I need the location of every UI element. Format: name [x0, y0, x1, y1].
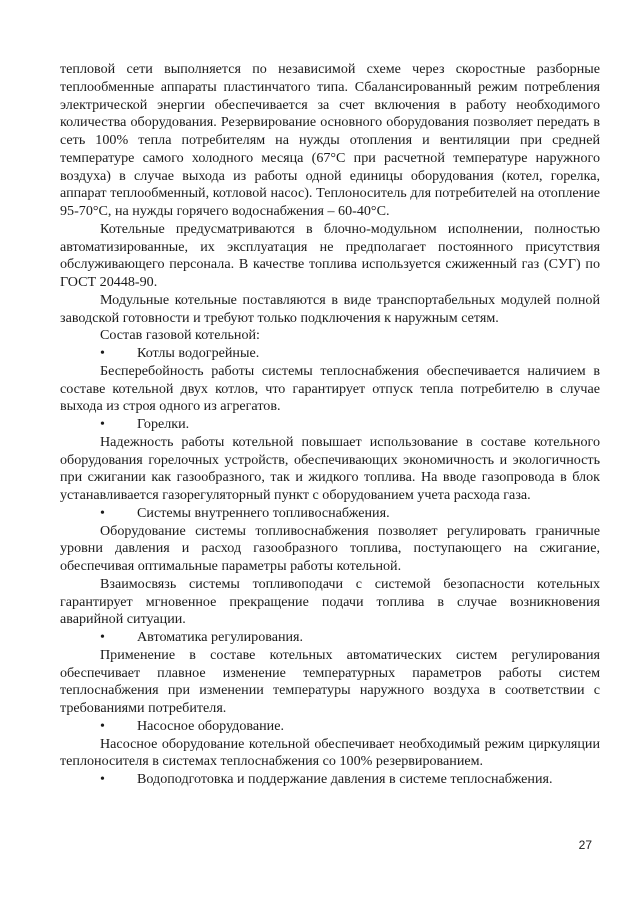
bullet-list-item: [60, 416, 600, 434]
bullet-text: Насосное оборудование.: [137, 717, 284, 734]
bullet-text: Водоподготовка и поддержание давления в системе теплоснабжения.: [137, 771, 553, 787]
bullet-marker: •: [100, 345, 105, 361]
paragraph: Применение в составе котельных автоматических систем регулирования обеспечивает плавное изменение температурных параметров работы систем теплоснабжения при изменении температуры наружного воздуха в соответствии с требованиями потребителя.: [60, 646, 600, 716]
bullet-text: Котлы водогрейные.: [137, 345, 260, 361]
bullet-list-item: [60, 771, 600, 789]
bullet-marker: •: [100, 504, 105, 521]
bullet-text: Горелки.: [137, 416, 190, 432]
paragraph: Взаимосвязь системы топливоподачи с системой безопасности котельных гарантирует мгновенное прекращение подачи топлива в случае возникновения аварийной ситуации.: [60, 575, 600, 628]
bullet-list-item: [60, 345, 600, 363]
bullet-marker: •: [100, 416, 105, 432]
paragraph: Насосное оборудование котельной обеспечивает необходимый режим циркуляции теплоносителя в системах теплоснабжения со 100% резервированием.: [60, 735, 600, 770]
page-number: 27: [578, 838, 592, 852]
paragraph: Состав газовой котельной:: [100, 327, 260, 344]
bullet-list-item: [60, 629, 600, 647]
paragraph: Надежность работы котельной повышает использование в составе котельного оборудования горелочных устройств, обеспечивающих экономичность и экологичность при сжигании как газообразного, так и жидкого топлива. На вводе газопровода в блок устанавливается газорегуляторный пункт с оборудованием учета расхода газа.: [60, 433, 600, 503]
document-body: [60, 61, 600, 789]
bullet-text: Системы внутреннего топливоснабжения.: [137, 504, 390, 521]
bullet-text: Автоматика регулирования.: [137, 629, 304, 645]
paragraph: Бесперебойность работы системы теплоснабжения обеспечивается наличием в составе котельной двух котлов, что гарантирует отпуск тепла потребителю в случае выхода из строя одного из агрегатов.: [60, 362, 600, 415]
bullet-marker: •: [100, 771, 105, 787]
paragraph: тепловой сети выполняется по независимой схеме через скоростные разборные теплообменные аппараты пластинчатого типа. Сбалансированный режим потребления электрической энергии обеспечивается за счет включения в работу необходимого количества оборудования. Резервирование основного оборудования позволяет передать в сеть 100% тепла потребителям на нужды отопления и вентиляции при средней температуре самого холодного месяца (67°С при расчетной температуре наружного воздуха) в случае выхода из работы одной единицы оборудования (котел, горелка, аппарат теплообменный, котловой насос). Теплоноситель для потребителей на отопление 95-70°С, на нужды горячего водоснабжения – 60-40°С.: [60, 61, 600, 219]
bullet-list-item: [60, 505, 600, 523]
bullet-marker: •: [100, 629, 105, 645]
bullet-list-item: [60, 718, 600, 736]
paragraph: Модульные котельные поставляются в виде транспортабельных модулей полной заводской готовности и требуют только подключения к наружным сетям.: [60, 291, 600, 326]
paragraph: Оборудование системы топливоснабжения позволяет регулировать граничные уровни давления и расход газообразного топлива, поступающего на сжигание, обеспечивая оптимальные параметры работы котельной.: [60, 522, 600, 574]
bullet-marker: •: [100, 717, 105, 734]
paragraph: Котельные предусматриваются в блочно-модульном исполнении, полностью автоматизированные, их эксплуатация не предполагает постоянного присутствия обслуживающего персонала. В качестве топлива используется сжиженный газ (СУГ) по ГОСТ 20448-90.: [60, 220, 600, 290]
